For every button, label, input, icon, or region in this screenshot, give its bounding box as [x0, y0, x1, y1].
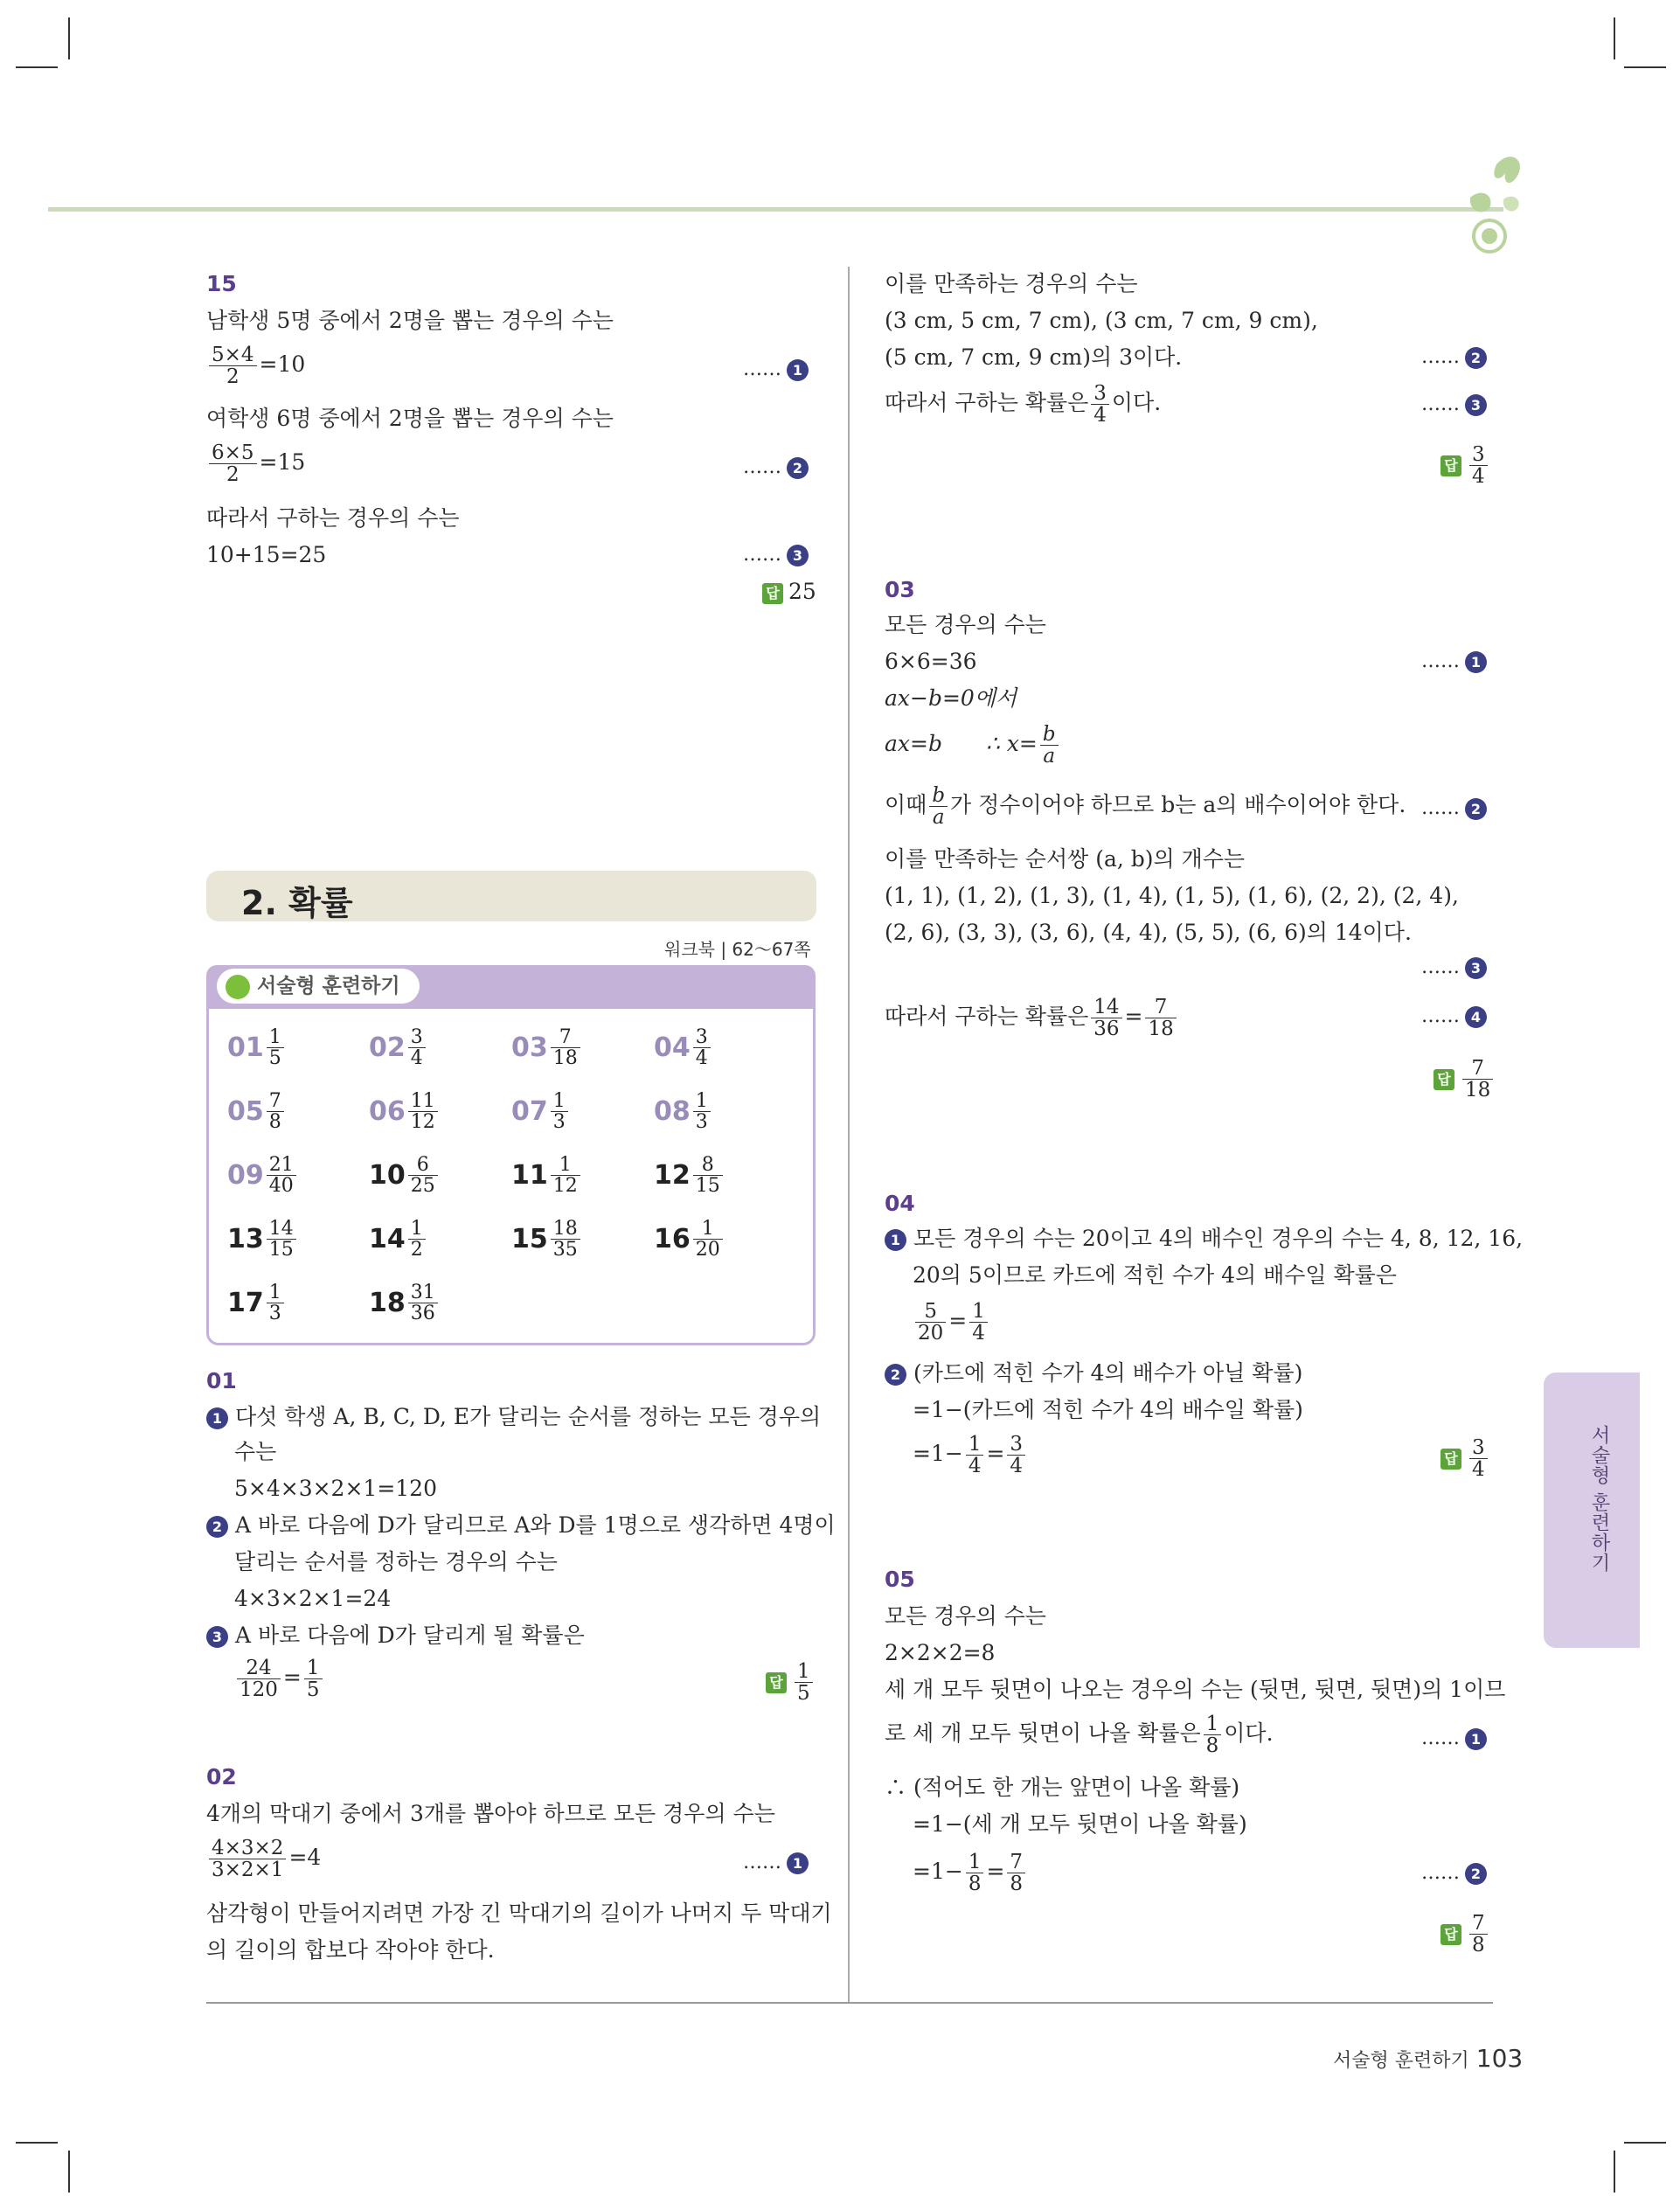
answer-key-item — [654, 1219, 725, 1260]
step-marker: …… 1 — [1421, 650, 1487, 673]
page-footer: 서술형 훈련하기 103 — [1333, 2044, 1524, 2073]
answer-icon: 답 — [1440, 1924, 1461, 1945]
fraction: $\frac{6\times 5}{2}$ — [209, 442, 257, 485]
page-number: 103 — [1475, 2044, 1524, 2073]
side-tab: 서술형 훈련하기 — [1544, 1373, 1640, 1648]
answer-key-number: 08 — [654, 1096, 691, 1128]
fraction: $\frac{21}{40}$ — [267, 1155, 296, 1196]
answer-icon: 답 — [762, 583, 783, 604]
fraction: $\frac{7}{18}$ — [551, 1027, 580, 1068]
answer-key-item — [654, 1091, 713, 1132]
math-line: $\frac{6\times 5}{2}$ =15 — [206, 442, 305, 485]
text-line: (2, 6), (3, 3), (3, 6), (4, 4), (5, 5), (6, 6)의 14이다. — [885, 920, 1412, 945]
answer-key-number: 03 — [511, 1032, 548, 1064]
text-line: (5 cm, 7 cm, 9 cm)의 3이다. — [885, 344, 1183, 370]
answer-key-item — [511, 1027, 583, 1068]
answer-key-number: 04 — [654, 1032, 691, 1064]
leaf-ornament-icon — [1451, 147, 1538, 269]
math-line: $\frac{24}{120}$ = $\frac{1}{5}$ — [234, 1657, 325, 1700]
step-marker: …… 3 — [1421, 393, 1487, 416]
answer-key-item — [511, 1219, 583, 1260]
text-line: 모든 경우의 수는 — [885, 612, 1046, 637]
fraction: $\frac{1}{4}$ — [966, 1434, 984, 1477]
fraction: $\frac{7}{8}$ — [1007, 1852, 1025, 1894]
workbook-reference: 워크북 | 62～67쪽 — [664, 939, 811, 960]
fraction: $\frac{1}{5}$ — [304, 1657, 323, 1700]
text-line: 1 다섯 학생 A, B, C, D, E가 달리는 순서를 정하는 모든 경우의 — [206, 1404, 821, 1430]
fraction: $\frac{1}{20}$ — [693, 1219, 723, 1260]
fraction: $\frac{1}{3}$ — [693, 1091, 711, 1132]
answer-icon: 답 — [1434, 1069, 1454, 1090]
answer-key-item — [227, 1027, 287, 1068]
step-marker: …… 2 — [1421, 346, 1487, 369]
answer-icon: 답 — [1440, 1449, 1461, 1470]
crop-mark — [1624, 66, 1666, 68]
text-line: ∴ (적어도 한 개는 앞면이 나올 확률) — [885, 1775, 1240, 1800]
answer-icon: 답 — [766, 1672, 787, 1693]
crop-mark — [1614, 2151, 1615, 2193]
text-line: 남학생 5명 중에서 2명을 뽑는 경우의 수는 — [206, 308, 614, 333]
fraction: $\frac{5\times 4}{2}$ — [209, 344, 257, 387]
answer-key-item — [369, 1155, 441, 1196]
text-line: 20의 5이므로 카드에 적힌 수가 4의 배수일 확률은 — [913, 1262, 1397, 1288]
column-divider — [848, 267, 850, 2002]
math-line: 6×6=36 — [885, 649, 977, 674]
answer-key-item — [369, 1219, 428, 1260]
text-line: 따라서 구하는 경우의 수는 — [206, 505, 460, 531]
header-rule — [48, 207, 1503, 212]
fraction: $\frac{1}{3}$ — [551, 1091, 568, 1132]
crop-mark — [68, 17, 70, 59]
fraction: $\frac{1}{3}$ — [267, 1282, 284, 1324]
crop-mark — [16, 66, 58, 68]
step-marker: …… 2 — [1421, 797, 1487, 820]
problem-number: 15 — [206, 271, 237, 296]
step-marker: …… 3 — [743, 544, 809, 566]
answer-key-number: 05 — [227, 1096, 264, 1128]
text-line: 3 A 바로 다음에 D가 달리게 될 확률은 — [206, 1623, 585, 1649]
text-line: 삼각형이 만들어지려면 가장 긴 막대기의 길이가 나머지 두 막대기 — [206, 1901, 832, 1926]
answer-key-item — [227, 1282, 287, 1324]
fraction: $\frac{1}{12}$ — [551, 1155, 580, 1196]
fraction: $\frac{4\times 3\times 2}{3\times 2\times 1}$ — [209, 1838, 286, 1880]
math-line: =1−(세 개 모두 뒷면이 나올 확률) — [913, 1811, 1247, 1837]
fraction: $\frac{14}{15}$ — [267, 1219, 296, 1260]
math-line: ax=b ∴ x= $\frac{b}{a}$ — [885, 724, 1061, 767]
fraction: $\frac{11}{12}$ — [408, 1091, 438, 1132]
fraction: $\frac{14}{36}$ — [1091, 997, 1121, 1039]
math-line: 4×3×2×1=24 — [234, 1586, 392, 1611]
math-line: 10+15=25 — [206, 542, 327, 567]
text-line: 2 A 바로 다음에 D가 달리므로 A와 D를 1명으로 생각하면 4명이 — [206, 1512, 836, 1539]
math-line: $\frac{4\times 3\times 2}{3\times 2\times 1}$ =4 — [206, 1838, 321, 1880]
box-title: 서술형 훈련하기 — [217, 969, 420, 1004]
text-line: 따라서 구하는 확률은 $\frac{14}{36}$ = $\frac{7}{18}$ — [885, 997, 1179, 1039]
math-line: $\frac{5\times 4}{2}$ =10 — [206, 344, 305, 387]
math-line: 5×4×3×2×1=120 — [234, 1476, 437, 1501]
answer-key-item — [511, 1091, 571, 1132]
text-line: 이를 만족하는 경우의 수는 — [885, 271, 1138, 296]
answer-key-number: 15 — [511, 1224, 548, 1255]
answer-key-item — [369, 1282, 441, 1324]
crop-mark — [1614, 17, 1615, 59]
answer-key-item — [654, 1155, 725, 1196]
answer-key-item — [511, 1155, 583, 1196]
answer-key-number: 01 — [227, 1032, 264, 1064]
fraction: $\frac{1}{2}$ — [408, 1219, 426, 1260]
crop-mark — [68, 2151, 70, 2193]
step-marker: …… 4 — [1421, 1005, 1487, 1028]
math-line: =1− $\frac{1}{4}$ = $\frac{3}{4}$ — [913, 1434, 1028, 1477]
answer-key-item — [227, 1155, 299, 1196]
answer-key-number: 06 — [369, 1096, 406, 1128]
answer-key-number: 14 — [369, 1224, 406, 1255]
answer: 답 $\frac{7}{8}$ — [1440, 1913, 1490, 1956]
step-marker: …… 1 — [743, 358, 809, 381]
fraction: $\frac{3}{4}$ — [1091, 383, 1109, 426]
fraction: $\frac{18}{35}$ — [551, 1219, 580, 1260]
fraction: $\frac{5}{20}$ — [915, 1301, 946, 1344]
fraction: $\frac{31}{36}$ — [408, 1282, 438, 1324]
section-title-banner: 2. 확률 — [206, 871, 816, 921]
math-line: 2×2×2=8 — [885, 1640, 996, 1665]
fraction: $\frac{6}{25}$ — [408, 1155, 438, 1196]
step-marker: …… 1 — [1421, 1727, 1487, 1750]
fraction: $\frac{1}{5}$ — [267, 1027, 284, 1068]
chameleon-icon — [226, 975, 250, 999]
text-line: 로 세 개 모두 뒷면이 나올 확률은 $\frac{1}{8}$ 이다. — [885, 1713, 1274, 1758]
problem-number: 01 — [206, 1368, 237, 1393]
fraction: $\frac{7}{8}$ — [267, 1091, 284, 1132]
fraction: $\frac{1}{4}$ — [969, 1301, 988, 1344]
answer: 답 $\frac{1}{5}$ — [766, 1661, 816, 1704]
answer-key-number: 02 — [369, 1032, 406, 1064]
fraction: $\frac{1}{8}$ — [966, 1852, 984, 1894]
math-line: $\frac{5}{20}$ = $\frac{1}{4}$ — [913, 1301, 990, 1344]
step-marker: …… 1 — [743, 1852, 809, 1874]
answer: 답 $\frac{3}{4}$ — [1440, 444, 1490, 487]
math-line: =1−(카드에 적힌 수가 4의 배수일 확률) — [913, 1397, 1303, 1422]
text-line: 세 개 모두 뒷면이 나오는 경우의 수는 (뒷면, 뒷면, 뒷면)의 1이므 — [885, 1677, 1506, 1702]
text-line: 모든 경우의 수는 — [885, 1603, 1046, 1629]
text-line: 의 길이의 합보다 작아야 한다. — [206, 1937, 495, 1963]
problem-number: 02 — [206, 1764, 237, 1790]
answer-key-item — [369, 1091, 441, 1132]
text-line: 달리는 순서를 정하는 경우의 수는 — [234, 1549, 558, 1574]
text-line: 이때 $\frac{b}{a}$ 가 정수이어야 하므로 b는 a의 배수이어야 한다. — [885, 784, 1406, 830]
answer: 답 25 — [762, 579, 816, 604]
fraction: $\frac{3}{4}$ — [408, 1027, 426, 1068]
problem-number: 05 — [885, 1567, 915, 1592]
answer-key-item — [369, 1027, 428, 1068]
fraction: $\frac{1}{8}$ — [1204, 1713, 1222, 1756]
answer-key-number: 12 — [654, 1160, 691, 1192]
text-line: 여학생 6명 중에서 2명을 뽑는 경우의 수는 — [206, 406, 614, 431]
answer-key-number: 13 — [227, 1224, 264, 1255]
answer-key-number: 16 — [654, 1224, 691, 1255]
problem-number: 04 — [885, 1191, 915, 1216]
text-line: 이를 만족하는 순서쌍 (a, b)의 개수는 — [885, 846, 1246, 872]
fraction: $\frac{b}{a}$ — [929, 785, 948, 828]
fraction: $\frac{3}{4}$ — [1007, 1434, 1025, 1477]
text-line: 2 (카드에 적힌 수가 4의 배수가 아닐 확률) — [885, 1360, 1302, 1386]
text-line: 1 모든 경우의 수는 20이고 4의 배수인 경우의 수는 4, 8, 12, 16, — [885, 1226, 1523, 1252]
answer-key-number: 18 — [369, 1288, 406, 1319]
problem-number: 03 — [885, 577, 915, 602]
fraction: $\frac{24}{120}$ — [237, 1657, 281, 1700]
answer-icon: 답 — [1440, 455, 1461, 476]
step-marker: …… 2 — [1421, 1862, 1487, 1885]
answer: 답 $\frac{3}{4}$ — [1440, 1437, 1490, 1480]
text-line: 수는 — [234, 1439, 277, 1464]
answer-key-number: 07 — [511, 1096, 548, 1128]
footer-rule — [206, 2002, 1493, 2004]
answer-key-number: 10 — [369, 1160, 406, 1192]
text-line: 따라서 구하는 확률은 $\frac{3}{4}$ 이다. — [885, 382, 1162, 427]
text-line: (1, 1), (1, 2), (1, 3), (1, 4), (1, 5), (1, 6), (2, 2), (2, 4), — [885, 883, 1459, 908]
fraction: $\frac{8}{15}$ — [693, 1155, 723, 1196]
answer-key-item — [227, 1219, 299, 1260]
text-line: 4개의 막대기 중에서 3개를 뽑아야 하므로 모든 경우의 수는 — [206, 1801, 775, 1826]
answer-key-number: 09 — [227, 1160, 264, 1192]
math-line: =1− $\frac{1}{8}$ = $\frac{7}{8}$ — [913, 1852, 1028, 1894]
text-line: (3 cm, 5 cm, 7 cm), (3 cm, 7 cm, 9 cm), — [885, 308, 1318, 333]
step-marker: …… 3 — [1421, 956, 1487, 979]
answer-key-item — [654, 1027, 713, 1068]
crop-mark — [16, 2142, 58, 2144]
answer-key-number: 17 — [227, 1288, 264, 1319]
fraction: $\frac{3}{4}$ — [693, 1027, 711, 1068]
answer-key-number: 11 — [511, 1160, 548, 1192]
crop-mark — [1624, 2142, 1666, 2144]
answer: 답 $\frac{7}{18}$ — [1434, 1058, 1496, 1101]
step-marker: …… 2 — [743, 456, 809, 479]
math-line: ax−b=0에서 — [885, 685, 1017, 711]
fraction: $\frac{7}{18}$ — [1145, 997, 1176, 1039]
fraction: $\frac{b}{a}$ — [1040, 724, 1059, 767]
answer-key-item — [227, 1091, 287, 1132]
